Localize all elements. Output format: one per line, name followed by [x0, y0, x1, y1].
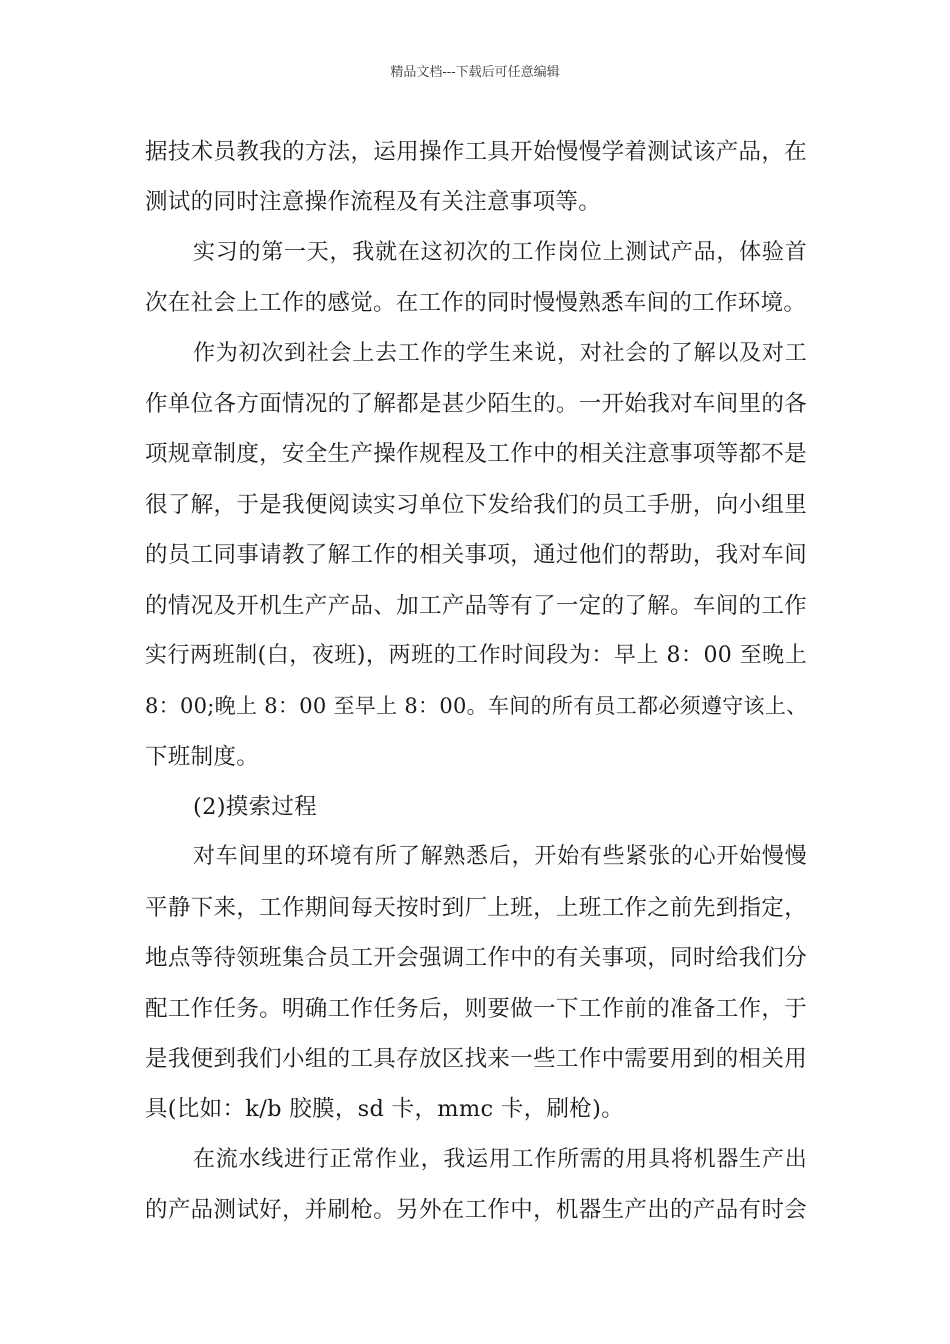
text-line: 实行两班制(白，夜班)，两班的工作时间段为：早上 8：00 至晚上 — [145, 642, 807, 668]
text-line: 实习的第一天，我就在这初次的工作岗位上测试产品，体验首 — [193, 239, 807, 265]
text-line: 平静下来，工作期间每天按时到厂上班，上班工作之前先到指定， — [145, 894, 807, 921]
text-line: 是我便到我们小组的工具存放区找来一些工作中需要用到的相关用 — [145, 1046, 807, 1073]
document-body — [145, 127, 807, 1236]
text-line: 作为初次到社会上去工作的学生来说，对社会的了解以及对工 — [193, 340, 807, 366]
text-line: 的情况及开机生产产品、加工产品等有了一定的了解。车间的工作 — [145, 592, 807, 619]
document-header: 精品文档---下载后可任意编辑 — [390, 65, 560, 80]
text-line: 项规章制度，安全生产操作规程及工作中的相关注意事项等都不是 — [145, 441, 807, 468]
text-line: 地点等待领班集合员工开会强调工作中的有关事项，同时给我们分 — [145, 945, 807, 972]
text-line: 的产品测试好，并刷枪。另外在工作中，机器生产出的产品有时会 — [145, 1197, 807, 1224]
text-line: 下班制度。 — [145, 743, 260, 770]
text-line: 在流水线进行正常作业，我运用工作所需的用具将机器生产出 — [193, 1146, 807, 1172]
text-line: 对车间里的环境有所了解熟悉后，开始有些紧张的心开始慢慢 — [193, 844, 807, 870]
text-line: 测试的同时注意操作流程及有关注意事项等。 — [145, 189, 602, 216]
text-line: 很了解，于是我便阅读实习单位下发给我们的员工手册，向小组里 — [145, 491, 807, 518]
text-line: 据技术员教我的方法，运用操作工具开始慢慢学着测试该产品，在 — [145, 139, 807, 165]
text-line: 8：00;晚上 8：00 至早上 8：00。车间的所有员工都必须遵守该上、 — [145, 694, 808, 719]
text-line: 次在社会上工作的感觉。在工作的同时慢慢熟悉车间的工作环境。 — [145, 290, 807, 317]
text-line: 的员工同事请教了解工作的相关事项，通过他们的帮助，我对车间 — [145, 542, 807, 569]
text-line: 具(比如：k/b 胶膜，sd 卡，mmc 卡，刷枪)。 — [145, 1096, 624, 1123]
text-line: 配工作任务。明确工作任务后，则要做一下工作前的准备工作，于 — [145, 995, 807, 1022]
text-line: 作单位各方面情况的了解都是甚少陌生的。一开始我对车间里的各 — [145, 390, 807, 417]
text-line: (2)摸索过程 — [193, 794, 317, 821]
